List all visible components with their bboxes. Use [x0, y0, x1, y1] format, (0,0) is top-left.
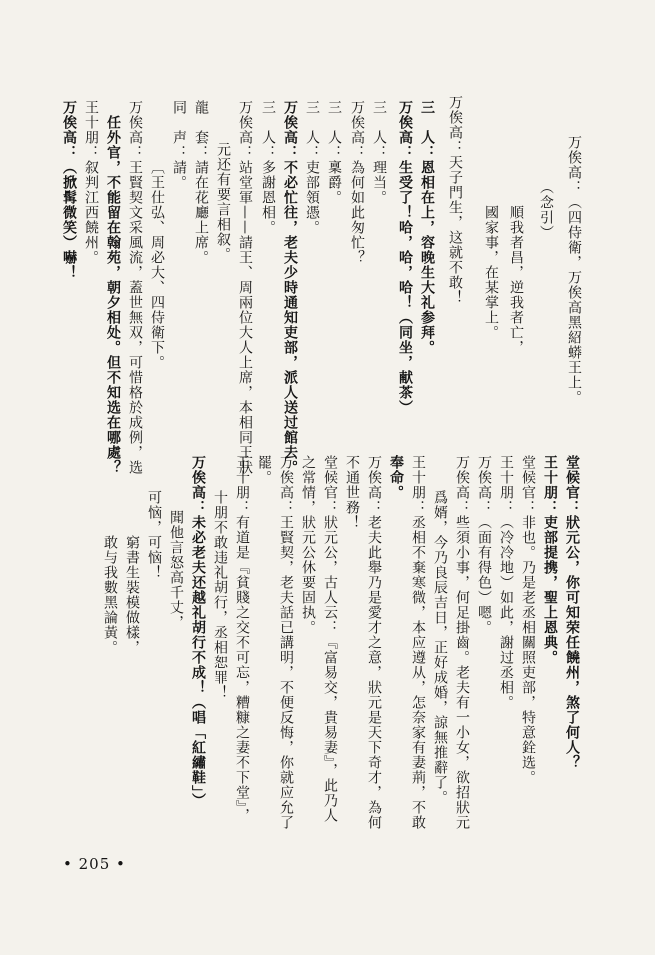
text-column: 窮書生裝模做樣， [124, 535, 140, 655]
text-column: 三 人：恩相在上，容晚生大礼参拜。 [419, 100, 435, 355]
text-column: 不通世務！ [344, 455, 360, 530]
text-column: 三 人：理当。 [371, 100, 387, 205]
text-column: 王十朋：有道是『貧賤之交不可忘，糟糠之妻不下堂』， [234, 455, 250, 823]
text-column: 奉命。 [388, 455, 404, 500]
text-column: 万俟高：生受了！哈，哈，哈！（同坐，献茶） [397, 100, 413, 415]
text-column: 敢与我數黑論黃。 [102, 535, 118, 655]
text-column: 可恼，可恼！ [146, 490, 162, 580]
text-column: （念引） [538, 180, 554, 240]
text-column: 罷。 [256, 455, 272, 485]
text-column: 万俟高：（掀髯微笑）嚇！ [61, 100, 77, 280]
text-column: 三 人：稟爵。 [326, 100, 342, 205]
text-column: 堂候官：非也。乃是老丞相關照吏部，特意銓选。 [520, 455, 536, 785]
text-column: 聞他言怒高千丈， [168, 510, 184, 630]
text-column: 万俟高：（四侍衛，万俟高黑紹蟒王上。 [566, 135, 582, 405]
text-column: 万俟高：站堂軍——請王、周兩位大人上席，本相同王狀 [237, 100, 253, 475]
text-column: 十朋不敢违礼胡行，丞相恕罪！ [212, 490, 228, 700]
text-column: 爲婿，今乃良辰吉日，正好成婚，諒無推辭了。 [432, 490, 448, 805]
text-column: 王十朋：丞相不棄寒微，本应遵从，怎奈家有妻荊，不敢 [410, 455, 426, 830]
text-column: 王十朋：吏部提携，聖上恩典。 [542, 455, 558, 665]
text-column: 万俟高：為何如此匆忙？ [349, 100, 365, 265]
text-column: 三 人：吏部領憑。 [304, 100, 320, 235]
text-column: 元还有要言相叙。 [215, 142, 231, 262]
text-column: 同 声：請。 [171, 100, 187, 190]
text-column: 之常情，狀元公休要固执。 [300, 455, 316, 635]
text-column: 万俟高：王賢契文采風流，蓋世無双，可惜格於成例，选 [127, 100, 143, 475]
text-column: 龍 套：請在花廳上席。 [193, 100, 209, 265]
text-column: 國家事，在某掌上。 [483, 205, 499, 340]
text-column: 万俟高：老夫此舉乃是愛才之意，狀元是天下奇才，為何 [366, 455, 382, 830]
text-column: 万俟高：些須小事，何足掛齒。老夫有一小女，欲招狀元 [454, 455, 470, 830]
text-column: 万俟高：天子門生，这就不敢！ [447, 95, 463, 305]
text-column: 堂候官：狀元公，古人云：『富易交，貴易妻』，此乃人 [322, 455, 338, 823]
text-column: 任外官，不能留在翰苑，朝夕相处。但不知选在哪處？ [105, 115, 121, 475]
text-column: 王十朋：叙判江西饒州。 [83, 100, 99, 265]
text-column: 万俟高：不必忙往，老夫少時通知吏部，派人送过館去。 [282, 100, 298, 475]
text-column: 王十朋：（冷冷地）如此，謝过丞相。 [498, 455, 514, 710]
text-column: 万俟高：未必老夫还越礼胡行不成！（唱「紅繡鞋」） [190, 455, 206, 808]
text-column: 堂候官：狀元公，你可知荣任饒州，煞了何人？ [564, 455, 580, 770]
text-column: 順我者昌，逆我者亡， [508, 205, 524, 355]
text-column: 万俟高：王賢契，老夫話已講明，不便反悔，你就应允了 [278, 455, 294, 830]
text-column: 〔王仕弘、周必大、四侍衛下。 [149, 160, 165, 370]
text-column: 万俟高：（面有得色）嗯。 [476, 455, 492, 635]
page-number: • 205 • [63, 855, 126, 873]
text-column: 三 人：多謝恩相。 [260, 100, 276, 235]
